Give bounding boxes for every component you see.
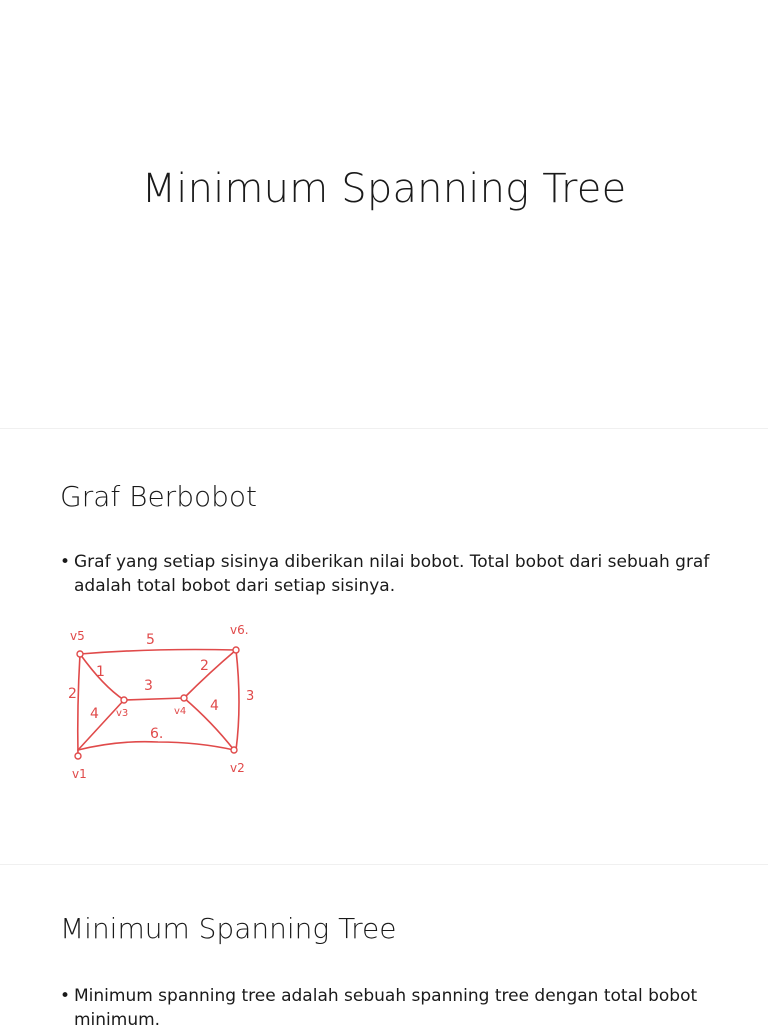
bullet-dot: •: [60, 986, 71, 1006]
bullet-text: Minimum spanning tree adalah sebuah spanning tree dengan total bobot minimum.: [74, 986, 698, 1030]
edge-v6-v2: [236, 650, 239, 750]
bullet-dot: •: [60, 552, 71, 572]
weight-v6-v2: 3: [246, 689, 255, 704]
edge-v1-v2: [78, 742, 234, 750]
edge-v5-v1: [78, 654, 80, 756]
weight-v5-v6: 5: [146, 632, 155, 648]
label-v3: v3: [116, 708, 129, 719]
edge-v4-v6: [184, 650, 236, 698]
label-v5: v5: [70, 629, 85, 643]
node-v2: [231, 747, 237, 753]
slide-title-text: Minimum Spanning Tree: [141, 166, 627, 212]
label-v2: v2: [230, 761, 245, 775]
node-v6: [233, 647, 239, 653]
node-v3: [121, 697, 127, 703]
edge-v4-v2: [184, 698, 234, 750]
weight-v4-v6: 2: [200, 658, 209, 674]
label-v6: v6.: [230, 623, 249, 637]
weight-v4-v2: 4: [210, 698, 219, 714]
node-v1: [75, 753, 81, 759]
weighted-graph-diagram: [58, 614, 278, 789]
node-v5: [77, 651, 83, 657]
weight-v1-v2: 6.: [150, 726, 164, 742]
node-v4: [181, 695, 187, 701]
bullet-text: Graf yang setiap sisinya diberikan nilai bobot. Total bobot dari sebuah graf adalah total bobot dari setiap sisinya.: [74, 552, 710, 596]
bullet-minimum-spanning-tree: [60, 984, 720, 1032]
edge-v5-v6: [80, 650, 236, 655]
weight-v3-v4: 3: [144, 678, 153, 694]
bullet-graf-berbobot: [60, 550, 720, 598]
edge-v3-v4: [124, 698, 184, 700]
heading-graf-berbobot: Graf Berbobot: [60, 480, 257, 513]
weight-v3-v1: 4: [90, 706, 99, 722]
weight-v5-v1: 2: [68, 686, 77, 702]
slide-divider: [0, 864, 768, 865]
label-v4: v4: [174, 706, 187, 717]
slide-divider: [0, 428, 768, 429]
weight-v5-v3: 1: [96, 664, 105, 680]
heading-minimum-spanning-tree: Minimum Spanning Tree: [60, 912, 397, 945]
slide-title: [0, 0, 768, 420]
label-v1: v1: [72, 767, 87, 781]
